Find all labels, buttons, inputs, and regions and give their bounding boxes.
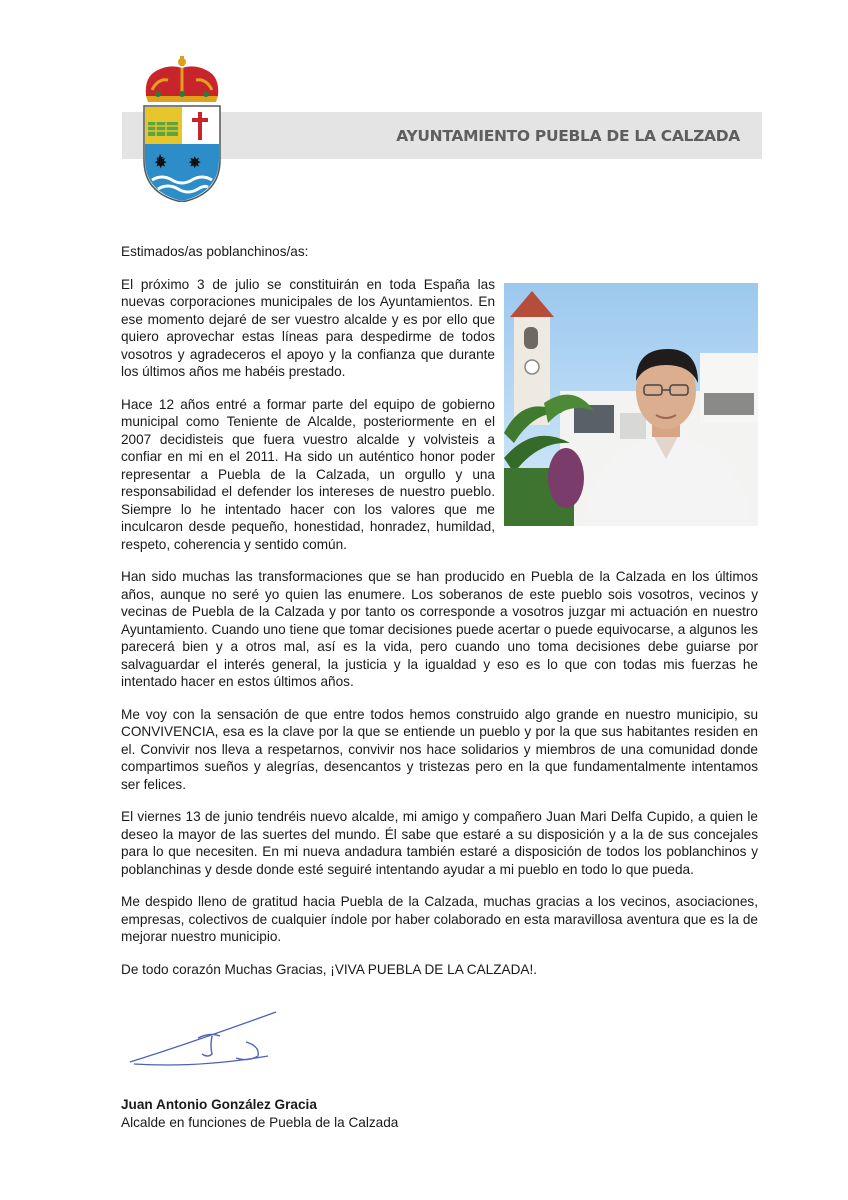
salutation: Estimados/as poblanchinos/as:: [121, 244, 309, 259]
letter-paragraph: Hace 12 años entré a formar parte del equipo de gobierno municipal como Teniente de Alcalde, posteriormente en el 2007 decidisteis que fuera vuestro alcalde y volvisteis a confiar en mi en el 2011. Ha sido un auténtico honor poder representar a Puebla de la Calzada, un orgullo y una responsabilidad el defender los intereses de nuestro pueblo. Siempre lo he intentado hacer con los valores que me inculcaron desde pequeño, honestidad, honradez, humildad, respeto, coherencia y sentido común.: [121, 396, 495, 552]
signer-block: [121, 1096, 398, 1132]
svg-text:✸: ✸: [188, 153, 202, 172]
letter-body: [121, 243, 758, 993]
signer-title: Alcalde en funciones de Puebla de la Calzada: [121, 1115, 399, 1130]
coat-of-arms-icon: [138, 56, 226, 202]
organization-name: AYUNTAMIENTO PUEBLA DE LA CALZADA: [396, 127, 740, 145]
letter-paragraph: Me despido lleno de gratitud hacia Puebla de la Calzada, muchas gracias a los vecinos, asociaciones, empresas, colectivos de cualquier índole por haber colaborado en esta maravillosa aventura que es la de mejorar nuestro municipio.: [121, 894, 758, 944]
letter-paragraph: El próximo 3 de julio se constituirán en toda España las nuevas corporaciones municipales de los Ayuntamientos. En ese momento dejaré de ser vuestro alcalde y es por ello que quiero aprovechar estas líneas para despedirme de todos vosotros y agradeceros el apoyo y la confianza que durante los últimos años me habéis prestado.: [121, 276, 495, 379]
signer-name: Juan Antonio González Gracia: [121, 1097, 317, 1112]
letter-paragraph: El viernes 13 de junio tendréis nuevo alcalde, mi amigo y compañero Juan Mari Delfa Cupido, a quien le deseo la mayor de las suertes del mundo. Él sabe que estaré a su disposición y a la de sus concejales para lo que necesiten. En mi nueva andadura también estaré a disposición de todos los poblanchinos y poblanchinas y desde donde esté seguiré intentando ayudar a mi pueblo en todo lo que pueda.: [121, 809, 758, 877]
mayor-photo: [504, 283, 758, 526]
letter-paragraph: Me voy con la sensación de que entre todos hemos construido algo grande en nuestro municipio, su CONVIVENCIA, esa es la clave por la que se entiende un pueblo y por la que sus habitantes residen en el. Convivir nos lleva a respetarnos, convivir nos hace solidarios y miembros de una comunidad donde compartimos sueños y alegrías, desencantos y tristezas pero en la que fundamentalmente intentamos ser felices.: [121, 706, 758, 792]
letter-paragraph: Han sido muchas las transformaciones que se han producido en Puebla de la Calzada en los últimos años, aunque no seré yo quien las enumere. Los soberanos de este pueblo sois vosotros, vecinos y vecinas de Puebla de la Calzada y por tanto os corresponde a vosotros juzgar mi actuación en nuestro Ayuntamiento. Cuando uno tiene que tomar decisiones puede acertar o puede equivocarse, a algunos les parecerá bien y a otros mal, así es la vida, pero cuando uno toma decisiones debe guiarse por salvaguardar el interés general, la justicia y la igualdad y eso es lo que con todas mis fuerzas he intentado hacer en estos últimos años.: [121, 569, 758, 689]
handwritten-signature: [128, 1006, 280, 1068]
letter-closing: De todo corazón Muchas Gracias, ¡VIVA PUEBLA DE LA CALZADA!.: [121, 961, 538, 977]
svg-text:✸: ✸: [154, 153, 168, 172]
